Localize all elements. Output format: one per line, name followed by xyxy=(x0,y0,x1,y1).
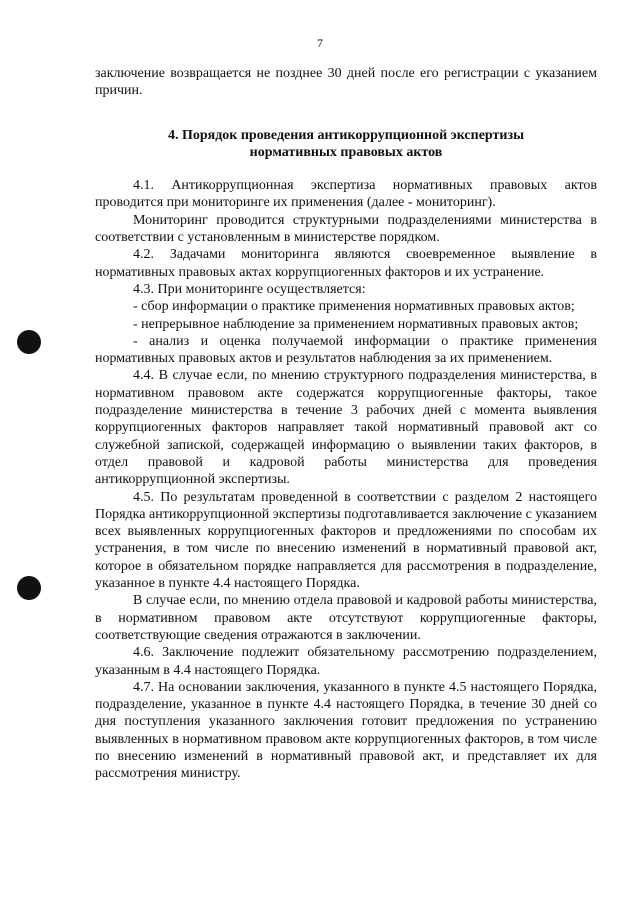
bullet-item-1: - сбор информации о практике применения нормативных правовых актов; xyxy=(133,299,575,315)
document-body xyxy=(95,65,597,783)
section-heading xyxy=(95,127,597,162)
section-heading-line-2: нормативных правовых актов xyxy=(249,144,443,160)
paragraph-4-1: 4.1. Антикоррупционная экспертиза нормативных правовых актов проводится при мониторинге их применения (далее - мониторинг). xyxy=(95,178,597,211)
paragraph-4-6: 4.6. Заключение подлежит обязательному рассмотрению подразделением, указанным в 4.4 настоящего Порядка. xyxy=(95,645,597,678)
paragraph-4-5: 4.5. По результатам проведенной в соответствии с разделом 2 настоящего Порядка антикоррупционной экспертизы подготавливается заключение с указанием всех выявленных коррупциогенных факторов и предложениями по способам их устранения, в том числе по внесению изменений в нормативный правовой акт, которое в обязательном порядке направляется для рассмотрения в подразделение, указанное в пункте 4.4 настоящего Порядка. xyxy=(95,489,597,592)
paragraph-4-5-no-factors: В случае если, по мнению отдела правовой и кадровой работы министерства, в нормативном правовом акте отсутствуют коррупциогенные факторы, соответствующие сведения отражаются в заключении. xyxy=(95,593,597,643)
bullet-item-2: - непрерывное наблюдение за применением нормативных правовых актов; xyxy=(133,316,579,332)
paragraph-4-4: 4.4. В случае если, по мнению структурного подразделения министерства, в нормативном правовом акте содержатся коррупциогенные факторы, такое подразделение министерства в течение 3 рабочих дней с момента выявления коррупциогенных факторов направляет такой нормативный правовой акт со служебной запиской, содержащей информацию о выявлении таких факторов, в отдел правовой и кадровой работы министерства для проведения антикоррупционной экспертизы. xyxy=(95,368,597,488)
bullet-item-3: - анализ и оценка получаемой информации о практике применения нормативных правовых актов и результатов наблюдения за их применением. xyxy=(95,333,597,367)
carryover-paragraph: заключение возвращается не позднее 30 дней после его регистрации с указанием причин. xyxy=(95,66,597,99)
punch-hole-bottom xyxy=(17,576,41,600)
section-heading-line-1: 4. Порядок проведения антикоррупционной экспертизы xyxy=(167,127,525,143)
punch-hole-top xyxy=(17,330,41,354)
paragraph-4-1-monitoring: Мониторинг проводится структурными подразделениями министерства в соответствии с установленным в министерстве порядком. xyxy=(95,212,597,246)
paragraph-4-3: 4.3. При мониторинге осуществляется: xyxy=(133,281,366,297)
paragraph-4-2: 4.2. Задачами мониторинга являются своевременное выявление в нормативных правовых актах коррупциогенных факторов и их устранение. xyxy=(95,247,597,280)
page-number: 7 xyxy=(317,36,323,50)
paragraph-4-7: 4.7. На основании заключения, указанного в пункте 4.5 настоящего Порядка, подразделение, указанное в пункте 4.4 настоящего Порядка, в течение 30 дней со дня поступления указанного заключения готовит предложения по устранению выявленных в нормативном правовом акте коррупциогенных факторов, в том числе по внесению изменений в нормативный правовой акт, и представляет их для рассмотрения министру. xyxy=(95,679,597,782)
